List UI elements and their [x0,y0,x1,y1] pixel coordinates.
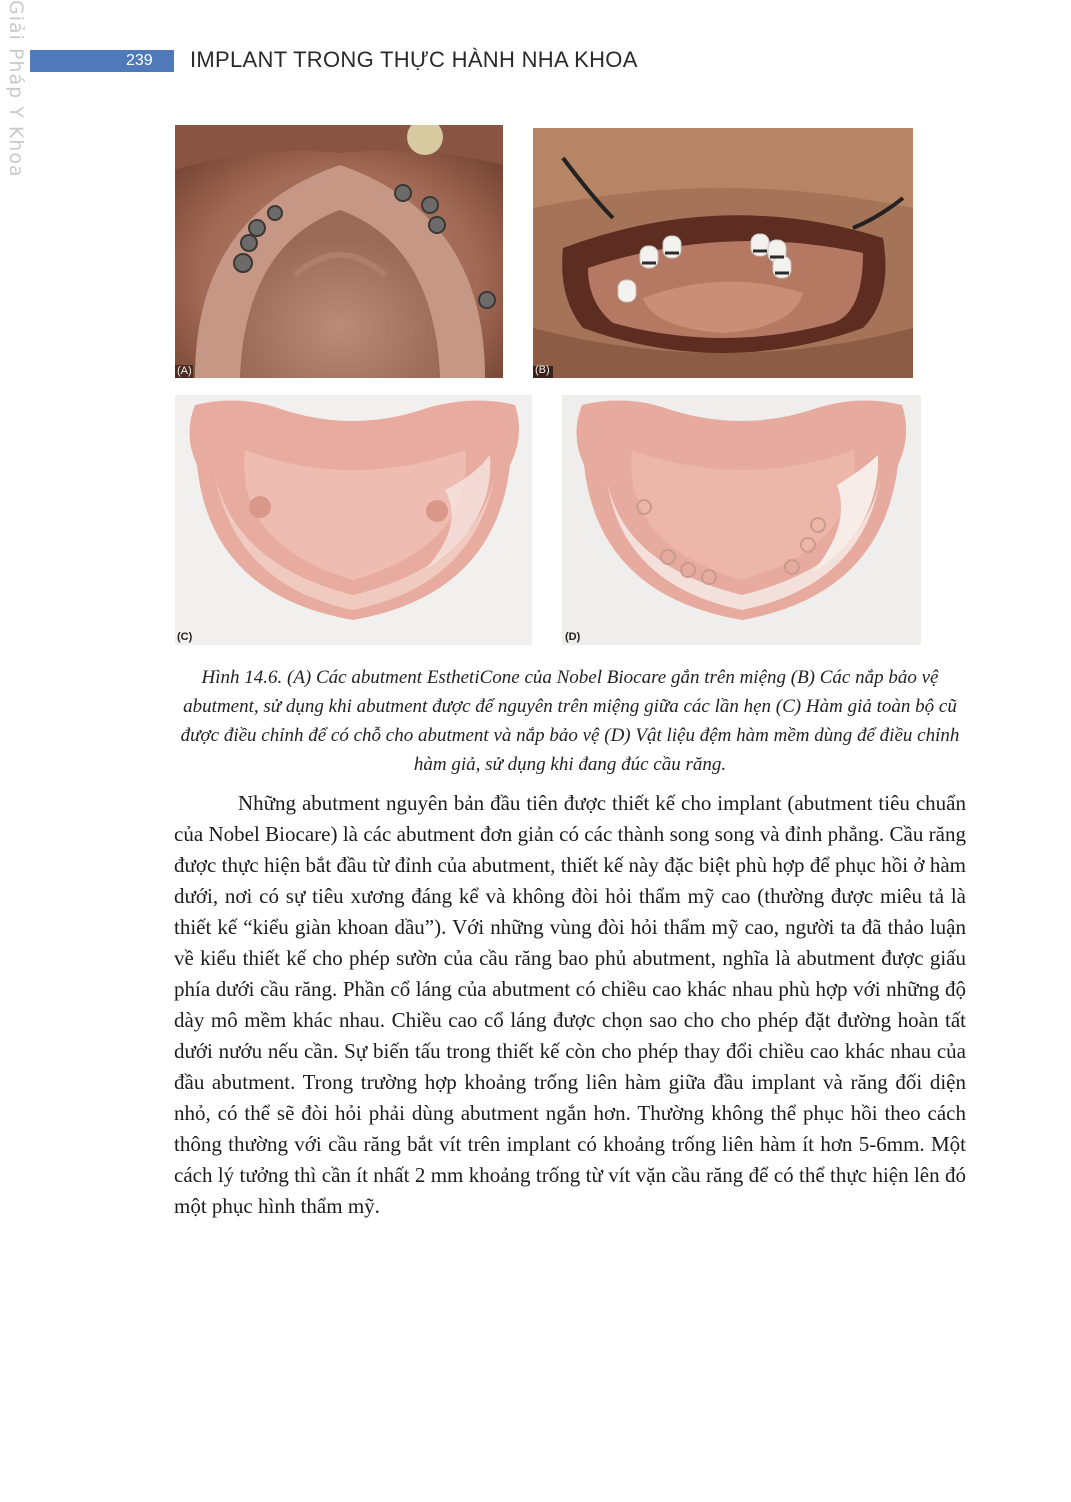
panel-label-b: (B) [535,364,550,376]
panel-label-a: (A) [177,365,192,377]
figure-caption: Hình 14.6. (A) Các abutment EsthetiCone của Nobel Biocare gắn trên miệng (B) Các nắp bảo vệ abutment, sử dụng khi abutment được để nguyên trên miệng giữa các lần hẹn (C) Hàm giả toàn bộ cũ được điều chỉnh để có chỗ cho abutment và nắp bảo vệ (D) Vật liệu đệm hàm mềm dùng để điều chỉnh hàm giả, sử dụng khi đang đúc cầu răng. [180,667,960,775]
photo-d-soft-reline-denture [562,395,921,645]
body-paragraph: Những abutment nguyên bản đầu tiên được thiết kế cho implant (abutment tiêu chuẩn của Nobel Biocare) là các abutment đơn giản có các thành song song và đỉnh phẳng. Cầu răng được thực hiện bắt đầu từ đỉnh của abutment, thiết kế này đặc biệt phù hợp để phục hồi ở hàm dưới, nơi có sự tiêu xương đáng kể và không đòi hỏi thẩm mỹ cao (thường được miêu tả là thiết kế “kiểu giàn khoan dầu”). Với những vùng đòi hỏi thẩm mỹ cao, người ta đã thảo luận về kiểu thiết kế cho phép sườn của cầu răng bao phủ abutment, nghĩa là abutment được giấu phía dưới cầu răng. Phần cổ láng của abutment có chiều cao khác nhau phù hợp với những độ dày mô mềm khác nhau. Chiều cao cổ láng được chọn sao cho cho phép đặt đường hoàn tất dưới nướu nếu cần. Sự biến tấu trong thiết kế còn cho phép thay đổi chiều cao khác nhau của đầu abutment. Trong trường hợp khoảng trống liên hàm giữa đầu implant và răng đối diện nhỏ, có thể sẽ đòi hỏi phải dùng abutment ngắn hơn. Thường không thể phục hồi theo cách thông thường với cầu răng bắt vít trên implant có khoảng trống liên hàm ít hơn 5-6mm. Một cách lý tưởng thì cần ít nhất 2 mm khoảng trống từ vít vặn cầu răng để có thể thực hiện lên đó một phục hình thẩm mỹ. [174,791,966,1218]
photo-b-protective-caps [533,128,913,378]
panel-label-c: (C) [177,631,193,643]
photo-c-modified-denture [175,395,532,645]
photo-a-upper-arch-abutments [175,125,503,378]
page-number: 239 [126,52,153,69]
running-header-title: IMPLANT TRONG THỰC HÀNH NHA KHOA [190,47,638,72]
panel-label-d: (D) [565,631,581,643]
side-watermark: Giải Pháp Y Khoa [5,0,27,178]
